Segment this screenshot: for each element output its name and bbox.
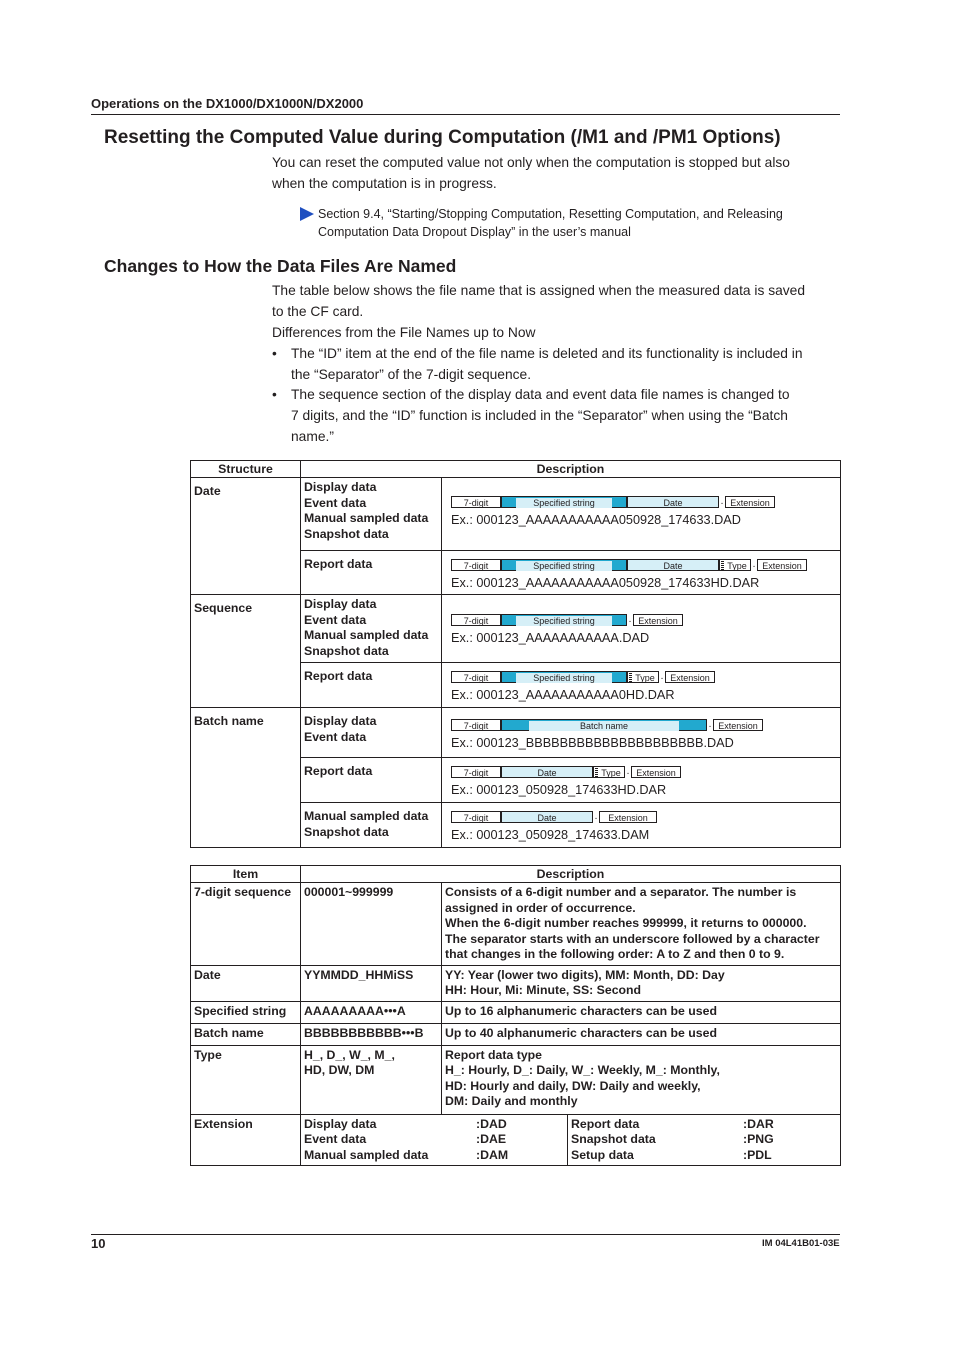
ext-data-type: Display data: [304, 1116, 377, 1131]
item-name: Date: [191, 965, 301, 1001]
filename-diagram: [451, 671, 837, 685]
section1-body: [272, 152, 837, 194]
seg-7digit: 7-digit: [451, 671, 501, 683]
data-type: Display data: [304, 480, 377, 494]
section-title-file-names: Changes to How the Data Files Are Named: [104, 256, 457, 276]
item-value: 000001~999999: [301, 883, 442, 966]
seg-specified-string: Specified string: [501, 496, 627, 508]
bullet-line: the “Separator” of the 7-digit sequence.: [291, 367, 532, 382]
body-line: to the CF card.: [272, 304, 364, 319]
bullet-line: The “ID” item at the end of the file name is deleted and its functionality is included in: [291, 346, 803, 361]
seg-date: Date: [501, 811, 593, 823]
value-line: HD, DW, DM: [304, 1063, 375, 1077]
desc-line: Report data type: [445, 1047, 543, 1062]
ext-code: :DAM: [476, 1147, 509, 1162]
desc-line: HD: Hourly and daily, DW: Daily and weekly,: [445, 1078, 701, 1093]
ext-code: :DAE: [476, 1132, 507, 1146]
seg-specified-string: Specified string: [501, 614, 627, 626]
item-description: [442, 1023, 841, 1045]
seg-7digit: 7-digit: [451, 559, 501, 571]
arrow-right-icon: [300, 207, 314, 221]
seg-dot: .: [594, 811, 598, 822]
ext-data-type: Report data: [571, 1116, 640, 1131]
filename-diagram: [451, 766, 837, 780]
filename-diagram: [451, 559, 837, 573]
filename-format: [442, 708, 841, 758]
desc-line: HH: Hour, Mi: Minute, SS: Second: [445, 983, 642, 997]
data-type: Manual sampled data: [304, 511, 429, 525]
data-type: Manual sampled data: [304, 628, 429, 642]
seg-batch-name: Batch name: [501, 719, 707, 731]
seg-date: Date: [627, 559, 719, 571]
data-type: Display data: [304, 714, 377, 728]
filename-diagram: [451, 496, 837, 510]
data-type: Event data: [304, 495, 367, 510]
data-type: Report data: [304, 669, 373, 683]
filename-format: [442, 758, 841, 803]
section-title-reset: Resetting the Computed Value during Computation (/M1 and /PM1 Options): [104, 127, 781, 148]
desc-line: Up to 40 alphanumeric characters can be used: [445, 1025, 717, 1040]
data-type-list: [301, 708, 442, 758]
bullet-item: [272, 384, 832, 447]
data-type: Event data: [304, 612, 367, 627]
seg-extension: Extension: [599, 811, 657, 823]
item-description: [442, 883, 841, 966]
ext-code: :PDL: [743, 1147, 772, 1162]
seg-specified-string: Specified string: [501, 559, 627, 571]
seg-dot: .: [720, 496, 724, 507]
data-type: Snapshot data: [304, 643, 389, 658]
seg-dot: .: [628, 614, 632, 625]
ref-line: Computation Data Dropout Display” in the user’s manual: [318, 225, 631, 239]
item-description: [442, 1001, 841, 1023]
ext-code: :DAD: [476, 1116, 507, 1131]
filename-format: [442, 478, 841, 551]
ext-code: :PNG: [743, 1132, 774, 1146]
filename-format: [442, 663, 841, 708]
table-row: [191, 883, 841, 966]
running-header: Operations on the DX1000/DX1000N/DX2000: [91, 96, 364, 111]
header-rule: [91, 114, 840, 115]
filename-example: Ex.: 000123_AAAAAAAAAAA.DAD: [451, 631, 650, 645]
table-row: [191, 1114, 841, 1166]
seg-extension: Extension: [633, 614, 683, 626]
col-header-item: Item: [191, 866, 301, 883]
item-value: BBBBBBBBBBB•••B: [301, 1023, 442, 1045]
seg-extension: Extension: [725, 496, 775, 508]
bullet-dot: •: [272, 387, 277, 402]
seg-7digit: 7-digit: [451, 614, 501, 626]
data-type: Report data: [304, 764, 373, 778]
desc-line: YY: Year (lower two digits), MM: Month, DD: Day: [445, 967, 725, 982]
ext-code: :DAR: [743, 1116, 774, 1131]
seg-dot: .: [752, 559, 756, 570]
data-type-list: [301, 551, 442, 595]
body-line: Differences from the File Names up to Now: [272, 325, 536, 340]
seg-extension: Extension: [665, 671, 715, 683]
body-line: when the computation is in progress.: [272, 176, 497, 191]
seg-specified-string: Specified string: [501, 671, 627, 683]
structure-date: Date: [191, 478, 301, 595]
filename-diagram: [451, 811, 837, 825]
data-type-list: [301, 478, 442, 551]
filename-example: Ex.: 000123_050928_174633.DAM: [451, 828, 650, 842]
item-description-table: [190, 865, 841, 1166]
seg-7digit: 7-digit: [451, 719, 501, 731]
filename-format: [442, 803, 841, 848]
bullet-line: The sequence section of the display data and event data file names is changed to: [291, 387, 790, 402]
page-number: 10: [91, 1236, 106, 1251]
data-type: Report data: [304, 557, 373, 571]
bullet-item: [272, 343, 832, 385]
desc-line: When the 6-digit number reaches 999999, it returns to 000000.: [445, 916, 807, 930]
value-line: H_, D_, W_, M_,: [304, 1047, 395, 1062]
seg-date: Date: [501, 766, 593, 778]
item-name: 7-digit sequence: [191, 883, 301, 966]
bullet-dot: •: [272, 346, 277, 361]
col-header-structure: Structure: [191, 461, 301, 478]
table-row: [191, 965, 841, 1001]
table-row: [191, 1045, 841, 1114]
seg-type: Type: [719, 559, 751, 571]
desc-line: Up to 16 alphanumeric characters can be used: [445, 1003, 717, 1018]
col-header-description: Description: [301, 866, 841, 883]
data-type-list: [301, 663, 442, 708]
desc-line: The separator starts with an underscore followed by a character: [445, 931, 820, 946]
desc-line: H_: Hourly, D_: Daily, W_: Weekly, M_: Monthly,: [445, 1063, 720, 1077]
seg-7digit: 7-digit: [451, 496, 501, 508]
data-type: Display data: [304, 597, 377, 611]
seg-dot: .: [626, 766, 630, 777]
seg-extension: Extension: [757, 559, 807, 571]
filename-format: [442, 551, 841, 595]
item-value: YYMMDD_HHMiSS: [301, 965, 442, 1001]
bullet-line: name.”: [291, 429, 334, 444]
seg-type: Type: [627, 671, 659, 683]
body-line: You can reset the computed value not only when the computation is stopped but also: [272, 155, 790, 170]
data-type-list: [301, 803, 442, 848]
seg-extension: Extension: [631, 766, 681, 778]
filename-example: Ex.: 000123_AAAAAAAAAAA050928_174633.DAD: [451, 513, 741, 527]
item-description: [442, 1045, 841, 1114]
item-value: [301, 1045, 442, 1114]
seg-dot: .: [708, 719, 712, 730]
bullet-line: 7 digits, and the “ID” function is included in the “Separator” when using the “Batch: [291, 408, 788, 423]
col-header-description: Description: [301, 461, 841, 478]
data-type: Snapshot data: [304, 526, 389, 541]
seg-7digit: 7-digit: [451, 811, 501, 823]
item-value: AAAAAAAAA•••A: [301, 1001, 442, 1023]
ext-data-type: Event data: [304, 1132, 367, 1146]
data-type: Event data: [304, 729, 367, 744]
item-name: Specified string: [191, 1001, 301, 1023]
desc-line: DM: Daily and monthly: [445, 1094, 578, 1108]
body-line: The table below shows the file name that is assigned when the measured data is saved: [272, 283, 806, 298]
item-name: Type: [191, 1045, 301, 1114]
structure-batch-name: Batch name: [191, 708, 301, 848]
item-description: [442, 965, 841, 1001]
ref-line: Section 9.4, “Starting/Stopping Computation, Resetting Computation, and Releasing: [318, 207, 783, 221]
seg-dot: .: [660, 671, 664, 682]
filename-diagram: [451, 719, 837, 733]
file-structure-table: [190, 460, 841, 848]
desc-line: assigned in order of occurrence.: [445, 900, 636, 915]
ext-data-type: Manual sampled data: [304, 1147, 429, 1162]
item-name: Batch name: [191, 1023, 301, 1045]
data-type-list: [301, 758, 442, 803]
extension-list-left: [301, 1114, 568, 1166]
structure-sequence: Sequence: [191, 595, 301, 708]
seg-date: Date: [627, 496, 719, 508]
seg-extension: Extension: [713, 719, 763, 731]
extension-list-right: [568, 1114, 841, 1166]
filename-format: [442, 595, 841, 663]
footer-rule: [91, 1234, 840, 1235]
filename-example: Ex.: 000123_AAAAAAAAAAA050928_174633HD.DAR: [451, 576, 760, 590]
section2-body: [272, 280, 837, 343]
data-type: Manual sampled data: [304, 809, 429, 823]
ext-data-type: Snapshot data: [571, 1132, 656, 1146]
desc-line: Consists of a 6-digit number and a separator. The number is: [445, 885, 797, 899]
filename-example: Ex.: 000123_BBBBBBBBBBBBBBBBBBBBB.DAD: [451, 736, 734, 750]
filename-diagram: [451, 614, 837, 628]
filename-example: Ex.: 000123_050928_174633HD.DAR: [451, 783, 667, 797]
ext-data-type: Setup data: [571, 1147, 634, 1162]
table-row: [191, 1001, 841, 1023]
document-id: IM 04L41B01-03E: [762, 1238, 840, 1249]
filename-example: Ex.: 000123_AAAAAAAAAAA0HD.DAR: [451, 688, 675, 702]
item-name: Extension: [191, 1114, 301, 1166]
table-row: [191, 1023, 841, 1045]
data-type: Snapshot data: [304, 824, 389, 839]
seg-7digit: 7-digit: [451, 766, 501, 778]
desc-line: that changes in the following order: A to Z and then 0 to 9.: [445, 947, 785, 961]
seg-type: Type: [593, 766, 625, 778]
data-type-list: [301, 595, 442, 663]
